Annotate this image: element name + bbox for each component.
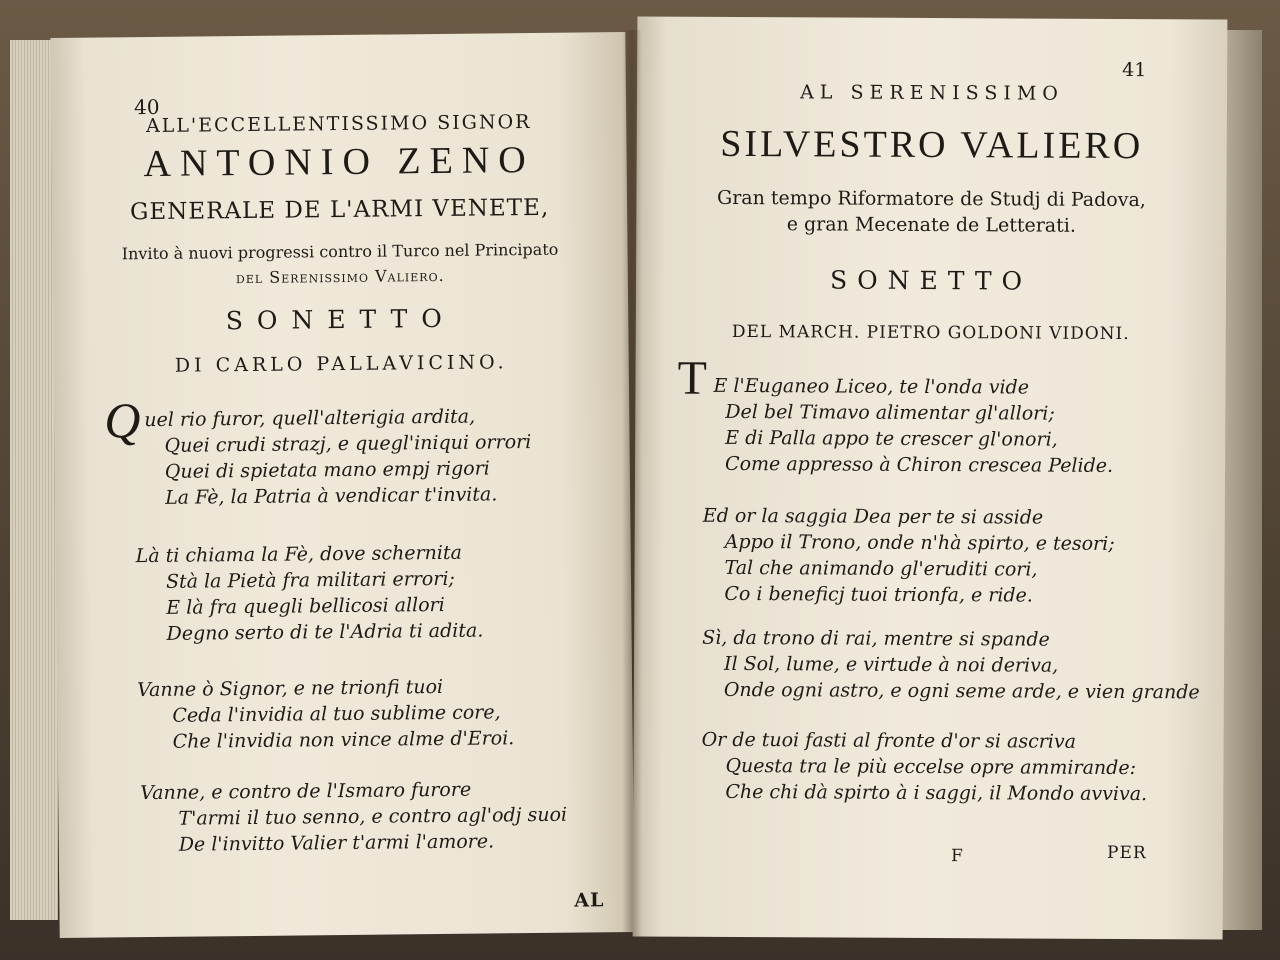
verse-line: Come appresso à Chiron crescea Pelide. [725, 452, 1114, 477]
verse-line: Là ti chiama la Fè, dove schernita [135, 541, 463, 568]
verse-line: Che l'invidia non vince alme d'Eroi. [172, 727, 515, 753]
verse-line: Co i beneficj tuoi trionfa, e ride. [724, 582, 1033, 607]
catchword: PER [1106, 842, 1147, 864]
verse-line: T'armi il tuo senno, e contro agl'odj suoi [178, 803, 568, 830]
right-page [633, 16, 1228, 939]
verse-line: Appo il Trono, onde n'hà spirto, e tesori; [724, 530, 1115, 555]
verse-line: uel rio furor, quell'alterigia ardita, [144, 405, 476, 432]
dedication-line: ALL'ECCELLENTISSIMO SIGNOR [145, 111, 532, 138]
verse-line: Ed or la saggia Dea per te si asside [702, 504, 1044, 529]
dedicatee-name: SILVESTRO VALIERO [720, 122, 1144, 168]
subtitle-line-2: del Serenissimo Valiero. [235, 265, 445, 288]
subtitle-line-1: Invito à nuovi progressi contro il Turco nel Principato [121, 239, 559, 264]
sonnet-heading: SONETTO [829, 265, 1033, 296]
verse-line: Quei crudi strazj, e quegl'iniqui orrori [164, 431, 532, 457]
verse-line: Ceda l'invidia al tuo sublime core, [172, 701, 501, 727]
book-gutter [622, 30, 642, 940]
verse-line: Onde ogni astro, e ogni seme arde, e vien grande [723, 678, 1200, 704]
verse-line: Vanne ò Signor, e ne trionfi tuoi [137, 675, 444, 702]
drop-cap: T [677, 351, 707, 405]
dedication-line: AL SERENISSIMO [800, 81, 1064, 105]
verse-line: E di Palla appo te crescer gl'onori, [725, 426, 1058, 451]
verse-line: E l'Euganeo Liceo, te l'onda vide [713, 374, 1030, 399]
signature-mark: F [950, 846, 963, 867]
verse-line: Sì, da trono di rai, mentre si spande [702, 626, 1050, 651]
dedicatee-name: ANTONIO ZENO [143, 138, 535, 186]
verse-line: Quei di spietata mano empj rigori [164, 457, 490, 483]
verse-line: Il Sol, lume, e virtude à noi deriva, [723, 652, 1059, 677]
verse-line: Questa tra le più eccelse opre ammirande: [725, 754, 1137, 780]
page-number: 40 [133, 94, 160, 120]
verse-line: E là fra quegli bellicosi allori [166, 593, 445, 619]
sonnet-heading: SONETTO [225, 303, 456, 336]
verse-line: Degno serto di te l'Adria ti adita. [166, 619, 484, 645]
verse-line: La Fè, la Patria à vendicar t'invita. [165, 483, 498, 509]
catchword: AL [574, 889, 605, 912]
verse-line: Stà la Pietà fra militari errori; [165, 567, 455, 593]
verse-line: Or de tuoi fasti al fronte d'or si ascriva [701, 728, 1077, 753]
right-page-edges [1222, 30, 1262, 930]
sonnet-author: DEL MARCH. PIETRO GOLDONI VIDONI. [731, 321, 1130, 345]
left-page [50, 32, 634, 938]
sonnet-author: DI CARLO PALLAVICINO. [174, 351, 508, 377]
dedicatee-title: GENERALE DE L'ARMI VENETE, [129, 194, 550, 226]
subtitle-line-2: e gran Mecenate de Letterati. [786, 213, 1076, 237]
page-number: 41 [1122, 59, 1147, 82]
verse-line: Che chi dà spirto à i saggi, il Mondo avviva. [725, 780, 1148, 806]
verse-line: De l'invitto Valier t'armi l'amore. [178, 830, 495, 856]
verse-line: Tal che animando gl'eruditi cori, [724, 556, 1038, 581]
verse-line: Del bel Timavo alimentar gl'allori; [725, 400, 1055, 425]
subtitle-line-1: Gran tempo Riformatore de Studj di Padova, [716, 186, 1146, 212]
verse-line: Vanne, e contro de l'Ismaro furore [140, 778, 472, 805]
drop-cap: Q [104, 392, 141, 449]
